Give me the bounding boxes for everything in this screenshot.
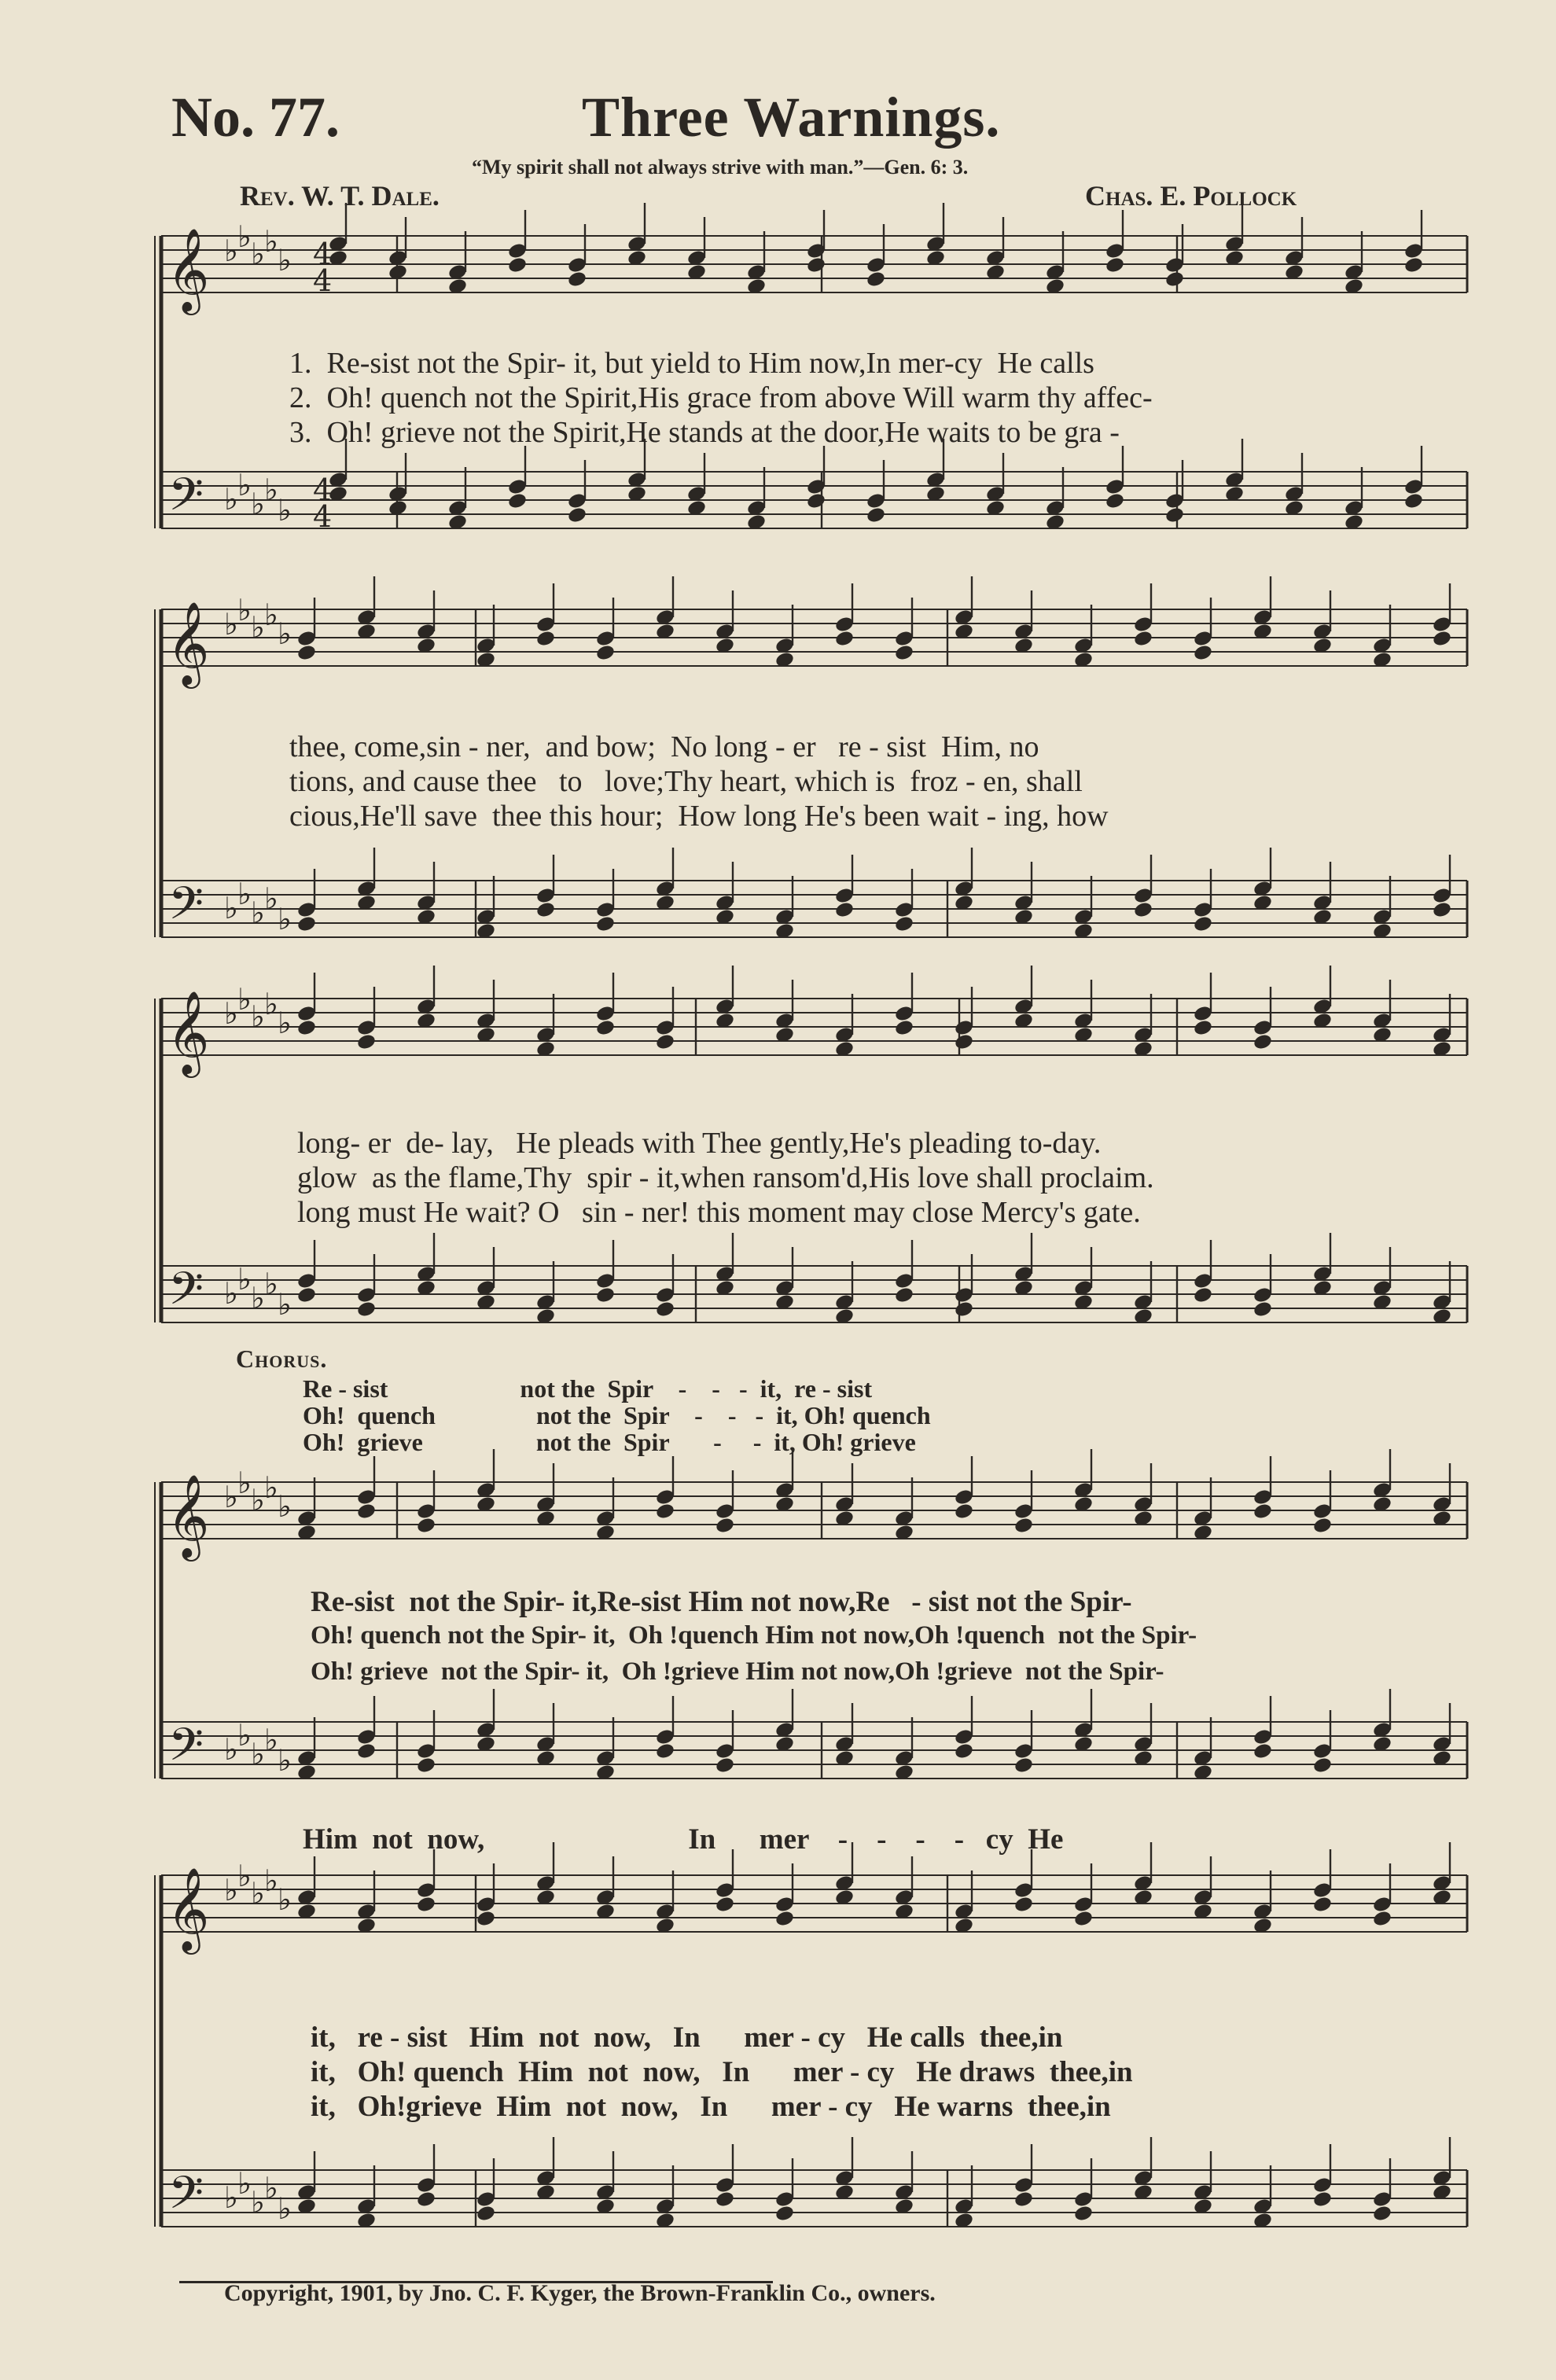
bass-clef-icon: 𝄢 — [168, 1262, 204, 1326]
flat-sign-icon: ♭ — [237, 593, 252, 627]
time-signature: 4 — [313, 263, 333, 298]
chorus-line-b-1: it, re - sist Him not now, In mer - cy He calls thee,in — [311, 2021, 1063, 2054]
flat-sign-icon: ♭ — [224, 1732, 238, 1767]
flat-sign-icon: ♭ — [264, 1863, 278, 1898]
note-head — [476, 2204, 496, 2222]
flat-sign-icon: ♭ — [251, 1737, 265, 1771]
flat-sign-icon: ♭ — [264, 1723, 278, 1757]
note-head — [1133, 900, 1153, 918]
author-credit: Rev. W. T. Dale. — [240, 180, 440, 212]
verse-line-2-2: tions, and cause thee to love;Thy heart, which is froz - en, shall — [289, 765, 1083, 798]
flat-sign-icon: ♭ — [224, 1276, 238, 1311]
flat-sign-icon: ♭ — [251, 896, 265, 930]
flat-sign-icon: ♭ — [278, 616, 292, 651]
note-head — [715, 1756, 735, 1774]
flat-sign-icon: ♭ — [264, 881, 278, 916]
note-head — [1164, 270, 1185, 288]
flat-sign-icon: ♭ — [224, 891, 238, 925]
note-head — [834, 900, 855, 918]
note-head — [476, 1909, 496, 1927]
treble-clef-icon: 𝄞 — [167, 601, 210, 685]
note-head — [356, 1502, 377, 1520]
verse-line-1-3: 3. Oh! grieve not the Spirit,He stands at the door,He waits to be gra - — [289, 416, 1120, 449]
flat-sign-icon: ♭ — [278, 243, 292, 278]
note-head — [834, 629, 855, 647]
note-head — [655, 1032, 675, 1050]
note-head — [296, 1286, 317, 1304]
note-head — [1253, 1032, 1273, 1050]
note-head — [894, 643, 914, 661]
note-head — [1013, 1895, 1034, 1913]
flat-sign-icon: ♭ — [278, 902, 292, 936]
note-head — [507, 256, 528, 274]
note-head — [774, 2204, 795, 2222]
flat-sign-icon: ♭ — [278, 1743, 292, 1778]
flat-sign-icon: ♭ — [278, 1006, 292, 1040]
verse-line-2-3: cious,He'll save thee this hour; How long He's been wait - ing, how — [289, 800, 1109, 833]
note-head — [1432, 900, 1452, 918]
note-head — [1372, 1909, 1392, 1927]
time-signature: 4 — [313, 237, 333, 271]
note-head — [715, 1895, 735, 1913]
flat-sign-icon: ♭ — [237, 2166, 252, 2201]
chorus-bass-line-b: Him not now, In mer - - - - cy He — [303, 1823, 1064, 1856]
note-head — [356, 1300, 377, 1318]
note-head — [774, 1909, 795, 1927]
flat-sign-icon: ♭ — [224, 1873, 238, 1907]
note-head — [894, 1018, 914, 1036]
verse-line-3-1: long- er de- lay, He pleads with Thee gently,He's pleading to-day. — [297, 1127, 1102, 1160]
note-head — [567, 270, 587, 288]
chorus-line-a-1: Re-sist not the Spir- it,Re-sist Him not now,Re - sist not the Spir- — [311, 1586, 1132, 1618]
note-head — [715, 1516, 735, 1534]
flat-sign-icon: ♭ — [237, 1859, 252, 1893]
note-head — [416, 2190, 436, 2208]
note-head — [1312, 1516, 1333, 1534]
note-head — [507, 491, 528, 509]
note-head — [535, 900, 556, 918]
composer-credit: Chas. E. Pollock — [1085, 180, 1297, 212]
scripture-quote: “My spirit shall not always strive with man.”—Gen. 6: 3. — [472, 156, 969, 178]
flat-sign-icon: ♭ — [251, 1876, 265, 1911]
bass-clef-icon: 𝄢 — [168, 877, 204, 941]
time-signature: 4 — [313, 499, 333, 534]
flat-sign-icon: ♭ — [251, 487, 265, 521]
flat-sign-icon: ♭ — [224, 2180, 238, 2215]
treble-clef-icon: 𝄞 — [167, 1473, 210, 1558]
verse-line-1-1: 1. Re-sist not the Spir- it, but yield to Him now,In mer-cy He calls — [289, 347, 1094, 380]
note-head — [595, 914, 616, 933]
chorus-line-b-2: it, Oh! quench Him not now, In mer - cy He draws thee,in — [311, 2056, 1133, 2088]
note-head — [1193, 643, 1213, 661]
note-head — [1312, 2190, 1333, 2208]
note-head — [655, 1502, 675, 1520]
note-head — [715, 2190, 735, 2208]
note-head — [1105, 491, 1125, 509]
flat-sign-icon: ♭ — [264, 1267, 278, 1301]
flat-sign-icon: ♭ — [264, 224, 278, 259]
flat-sign-icon: ♭ — [251, 2185, 265, 2220]
note-head — [866, 506, 886, 524]
note-head — [1105, 256, 1125, 274]
flat-sign-icon: ♭ — [237, 468, 252, 502]
note-head — [356, 1742, 377, 1760]
note-head — [1312, 1756, 1333, 1774]
verse-line-2-1: thee, come,sin - ner, and bow; No long - er re - sist Him, no — [289, 730, 1039, 763]
note-head — [1312, 1895, 1333, 1913]
flat-sign-icon: ♭ — [237, 1466, 252, 1500]
chorus-line-a-3: Oh! grieve not the Spir- it, Oh !grieve Him not now,Oh !grieve not the Spir- — [311, 1657, 1164, 1686]
note-head — [806, 491, 826, 509]
note-head — [1164, 506, 1185, 524]
note-head — [1133, 629, 1153, 647]
flat-sign-icon: ♭ — [264, 1470, 278, 1505]
flat-sign-icon: ♭ — [224, 482, 238, 517]
note-head — [296, 643, 317, 661]
note-head — [1193, 1018, 1213, 1036]
time-signature: 4 — [313, 473, 333, 507]
flat-sign-icon: ♭ — [251, 999, 265, 1034]
treble-clef-icon: 𝄞 — [167, 1867, 210, 1951]
staff-systems — [155, 236, 1467, 2227]
note-head — [1013, 1516, 1034, 1534]
note-head — [296, 1018, 317, 1036]
chorus-line-a-2: Oh! quench not the Spir- it, Oh !quench Him not now,Oh !quench not the Spir- — [311, 1621, 1197, 1650]
flat-sign-icon: ♭ — [237, 219, 252, 254]
flat-sign-icon: ♭ — [224, 1480, 238, 1514]
bass-clef-icon: 𝄢 — [168, 2166, 204, 2231]
flat-sign-icon: ♭ — [278, 2191, 292, 2226]
hymn-number: No. 77. — [171, 86, 340, 149]
note-head — [567, 506, 587, 524]
note-head — [1403, 256, 1424, 274]
note-head — [1013, 1756, 1034, 1774]
copyright-notice: Copyright, 1901, by Jno. C. F. Kyger, the Brown-Franklin Co., owners. — [224, 2280, 936, 2306]
flat-sign-icon: ♭ — [251, 1281, 265, 1315]
hymn-title: Three Warnings. — [582, 86, 1001, 149]
treble-clef-icon: 𝄞 — [167, 990, 210, 1074]
note-head — [1403, 491, 1424, 509]
note-head — [954, 1300, 974, 1318]
note-head — [1432, 629, 1452, 647]
chorus-bass-line-1: Re - sist not the Spir - - - it, re - sist — [303, 1374, 873, 1403]
note-head — [1073, 1909, 1094, 1927]
note-head — [416, 1516, 436, 1534]
flat-sign-icon: ♭ — [278, 1489, 292, 1524]
verse-line-1-2: 2. Oh! quench not the Spirit,His grace from above Will warm thy affec- — [289, 381, 1153, 414]
note-head — [806, 256, 826, 274]
flat-sign-icon: ♭ — [224, 996, 238, 1031]
note-head — [894, 914, 914, 933]
note-head — [1193, 914, 1213, 933]
chorus-bass-line-3: Oh! grieve not the Spir - - it, Oh! grieve — [303, 1428, 916, 1456]
flat-sign-icon: ♭ — [251, 237, 265, 271]
note-head — [1013, 2190, 1034, 2208]
flat-sign-icon: ♭ — [237, 1262, 252, 1297]
note-head — [894, 1286, 914, 1304]
flat-sign-icon: ♭ — [264, 2171, 278, 2205]
note-head — [535, 629, 556, 647]
note-head — [1253, 1742, 1273, 1760]
chorus-label: Chorus. — [236, 1344, 328, 1373]
note-head — [655, 1742, 675, 1760]
flat-sign-icon: ♭ — [278, 1287, 292, 1322]
note-head — [954, 1502, 974, 1520]
bass-clef-icon: 𝄢 — [168, 1718, 204, 1782]
flat-sign-icon: ♭ — [237, 982, 252, 1017]
flat-sign-icon: ♭ — [237, 877, 252, 911]
note-head — [1253, 1502, 1273, 1520]
flat-sign-icon: ♭ — [237, 1718, 252, 1753]
flat-sign-icon: ♭ — [224, 234, 238, 268]
note-head — [1372, 2204, 1392, 2222]
note-head — [595, 1286, 616, 1304]
flat-sign-icon: ♭ — [278, 493, 292, 528]
note-head — [595, 643, 616, 661]
flat-sign-icon: ♭ — [251, 1483, 265, 1517]
note-head — [595, 1018, 616, 1036]
note-head — [866, 270, 886, 288]
chorus-line-b-3: it, Oh!grieve Him not now, In mer - cy He warns thee,in — [311, 2091, 1111, 2123]
verse-line-3-2: glow as the flame,Thy spir - it,when ransom'd,His love shall proclaim. — [297, 1161, 1154, 1194]
flat-sign-icon: ♭ — [264, 473, 278, 507]
flat-sign-icon: ♭ — [264, 987, 278, 1021]
note-head — [296, 914, 317, 933]
treble-clef-icon: 𝄞 — [167, 227, 210, 311]
flat-sign-icon: ♭ — [278, 1882, 292, 1917]
chorus-bass-line-2: Oh! quench not the Spir - - - it, Oh! quench — [303, 1401, 931, 1429]
flat-sign-icon: ♭ — [264, 598, 278, 632]
note-head — [954, 1742, 974, 1760]
note-head — [416, 1895, 436, 1913]
bass-clef-icon: 𝄢 — [168, 468, 204, 532]
note-head — [655, 1300, 675, 1318]
flat-sign-icon: ♭ — [224, 607, 238, 642]
note-head — [1253, 1300, 1273, 1318]
note-head — [1193, 1286, 1213, 1304]
verse-line-3-3: long must He wait? O sin - ner! this moment may close Mercy's gate. — [297, 1196, 1141, 1229]
note-head — [356, 1032, 377, 1050]
note-head — [416, 1756, 436, 1774]
note-head — [1073, 2204, 1094, 2222]
flat-sign-icon: ♭ — [251, 610, 265, 645]
note-head — [954, 1032, 974, 1050]
